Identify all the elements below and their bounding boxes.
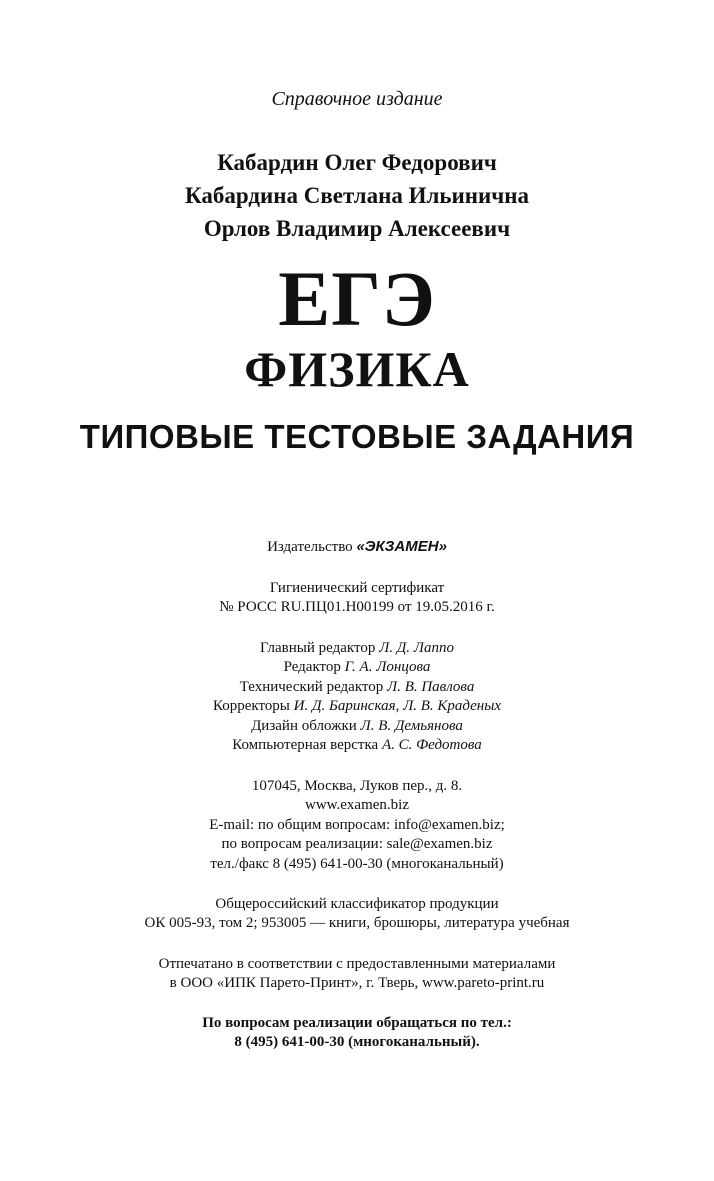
certificate-line-1: Гигиенический сертификат <box>269 580 445 596</box>
credit-name: Л. В. Демьянова <box>360 718 463 734</box>
credit-role: Корректоры <box>212 698 290 714</box>
credit-name: А. С. Федотова <box>381 737 482 753</box>
credit-name: Г. А. Лонцова <box>344 659 431 675</box>
credit-editor <box>0 659 714 676</box>
credit-role: Главный редактор <box>260 640 376 656</box>
classifier-line-2: ОК 005-93, том 2; 953005 — книги, брошюры, литература учебная <box>144 915 570 931</box>
credit-role: Компьютерная верстка <box>232 737 379 753</box>
publisher-line <box>0 538 714 556</box>
book-subtitle: ТИПОВЫЕ ТЕСТОВЫЕ ЗАДАНИЯ <box>79 418 635 455</box>
edition-type: Справочное издание <box>271 88 443 110</box>
contact-website: www.examen.biz <box>305 797 409 813</box>
contact-email-sales: по вопросам реализации: sale@examen.biz <box>221 836 493 852</box>
author-2: Кабардина Светлана Ильинична <box>184 183 530 208</box>
publisher-name: «ЭКЗАМЕН» <box>356 538 447 555</box>
exam-title: ЕГЭ <box>278 255 436 342</box>
sales-contact-line-1: По вопросам реализации обращаться по тел.: <box>202 1015 512 1031</box>
credit-name: Л. Д. Лаппо <box>379 640 454 656</box>
certificate-line-2: № РОСС RU.ПЦ01.Н00199 от 19.05.2016 г. <box>219 599 495 615</box>
credit-name: И. Д. Баринская, Л. В. Краденых <box>293 698 502 714</box>
classifier-line-1: Общероссийский классификатор продукции <box>215 896 499 912</box>
printing-line-1: Отпечатано в соответствии с предоставленными материалами <box>158 956 556 972</box>
credit-name: Л. В. Павлова <box>387 679 475 695</box>
credit-role: Технический редактор <box>239 679 384 695</box>
contact-address: 107045, Москва, Луков пер., д. 8. <box>251 778 463 794</box>
printing-line-2: в ООО «ИПК Парето-Принт», г. Тверь, www.pareto-print.ru <box>169 975 545 991</box>
contact-phone: тел./факс 8 (495) 641-00-30 (многоканальный) <box>210 856 504 872</box>
contact-email-general: E-mail: по общим вопросам: info@examen.biz; <box>209 817 505 833</box>
credit-cover-design <box>0 718 714 735</box>
credit-proofreaders <box>0 698 714 715</box>
credit-role: Дизайн обложки <box>251 718 357 734</box>
credit-tech-editor <box>0 679 714 696</box>
subject-title: ФИЗИКА <box>244 341 470 397</box>
publisher-label: Издательство <box>267 539 353 555</box>
sales-contact-line-2: 8 (495) 641-00-30 (многоканальный). <box>234 1034 480 1050</box>
author-1: Кабардин Олег Федорович <box>217 150 497 175</box>
credit-role: Редактор <box>283 659 341 675</box>
credit-layout <box>0 737 714 754</box>
credit-chief-editor <box>0 640 714 657</box>
author-3: Орлов Владимир Алексеевич <box>203 216 511 241</box>
